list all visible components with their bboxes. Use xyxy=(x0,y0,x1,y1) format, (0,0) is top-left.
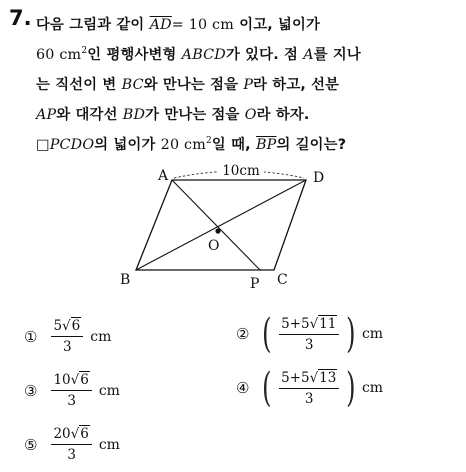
text: 가 만나는 점을 xyxy=(145,107,245,123)
numerator xyxy=(51,426,91,445)
option-mark: ③ xyxy=(24,381,38,400)
text: 를 지나 xyxy=(313,47,361,63)
sqrt-symbol: √ xyxy=(70,426,80,442)
denominator: 3 xyxy=(304,390,314,407)
option-1[interactable] xyxy=(24,318,111,355)
right-paren: ) xyxy=(346,311,356,357)
coefficient: 10 xyxy=(53,372,71,388)
text: 와 만나는 점을 xyxy=(143,77,244,93)
diagonal-bd-line xyxy=(136,180,306,270)
question-text xyxy=(36,10,460,160)
option-5[interactable] xyxy=(24,426,120,463)
point-o: O xyxy=(244,107,257,123)
coefficient: 20 xyxy=(53,426,71,442)
square-symbol: □ xyxy=(36,137,50,153)
right-paren: ) xyxy=(346,365,356,411)
denominator: 3 xyxy=(67,447,76,463)
radicand: 6 xyxy=(71,318,81,334)
label-p: P xyxy=(250,276,260,288)
question-line-1 xyxy=(36,10,460,40)
coefficient: 5+5 xyxy=(281,369,310,386)
question-line-2 xyxy=(36,40,460,70)
segment-ap-line xyxy=(172,180,260,270)
unit: cm xyxy=(361,380,384,396)
text: 라 하자. xyxy=(256,107,310,123)
quad-name: PCDO xyxy=(49,137,95,153)
text: 인 평행사변형 xyxy=(87,47,182,63)
exponent: 2 xyxy=(81,46,88,57)
sqrt-symbol: √ xyxy=(309,315,319,332)
option-mark: ④ xyxy=(236,379,250,397)
point-p: P xyxy=(243,77,254,93)
length-value: = 10 cm xyxy=(171,17,235,33)
question-line-4 xyxy=(36,100,460,130)
radicand: 13 xyxy=(319,369,337,386)
text: 의 넓이가 xyxy=(94,137,161,153)
numerator xyxy=(51,372,91,391)
denominator: 3 xyxy=(63,339,72,355)
text: 는 직선이 변 xyxy=(36,77,122,93)
sqrt-symbol: √ xyxy=(70,372,80,388)
text: 다음 그림과 같이 xyxy=(36,17,150,33)
coefficient: 5 xyxy=(53,318,63,334)
side-bc: BC xyxy=(121,77,144,93)
option-2[interactable] xyxy=(236,311,384,357)
denominator: 3 xyxy=(304,336,314,353)
unit: cm xyxy=(361,326,384,342)
fraction xyxy=(279,370,339,407)
segment-bp: $\overline{BP}$ xyxy=(255,137,277,153)
radicand: 11 xyxy=(319,315,337,332)
label-d: D xyxy=(313,170,325,186)
sqrt-symbol: √ xyxy=(309,369,319,386)
text: 라 하고, 선분 xyxy=(253,77,340,93)
option-mark: ① xyxy=(24,327,38,346)
left-paren: ( xyxy=(262,365,272,411)
exponent: 2 xyxy=(205,136,212,147)
label-a: A xyxy=(158,168,169,184)
fraction xyxy=(51,318,83,355)
label-c: C xyxy=(277,272,288,288)
text: 의 길이는? xyxy=(276,137,347,153)
numerator xyxy=(279,316,339,335)
dimension-label: 10cm xyxy=(222,163,260,179)
question-line-5 xyxy=(36,130,460,160)
segment-ap: AP xyxy=(36,107,57,123)
text: 일 때, xyxy=(211,137,256,153)
numerator xyxy=(279,370,339,389)
point-o-dot xyxy=(215,228,220,233)
denominator: 3 xyxy=(67,393,76,409)
label-b: B xyxy=(120,272,131,288)
shape-name: ABCD xyxy=(181,47,226,63)
question-number: 7. xyxy=(9,6,32,30)
radicand: 6 xyxy=(80,372,89,388)
segment-ad: $\overline{AD}$ xyxy=(149,17,172,33)
option-mark: ⑤ xyxy=(24,435,38,454)
point-a: A xyxy=(303,47,314,63)
fraction xyxy=(279,316,339,353)
option-3[interactable] xyxy=(24,372,120,409)
unit: cm xyxy=(98,382,120,399)
text: 이고, 넓이가 xyxy=(234,17,321,33)
radicand: 6 xyxy=(80,426,89,442)
diagonal-bd: BD xyxy=(122,107,146,123)
fraction xyxy=(51,372,91,409)
parallelogram-figure xyxy=(110,160,340,288)
numerator xyxy=(51,318,83,337)
option-4[interactable] xyxy=(236,365,384,411)
unit: cm xyxy=(98,436,120,453)
fraction xyxy=(51,426,91,463)
sqrt-symbol: √ xyxy=(62,318,71,334)
text: 가 있다. 점 xyxy=(225,47,304,63)
option-mark: ② xyxy=(236,325,250,343)
question-line-3 xyxy=(36,70,460,100)
left-paren: ( xyxy=(262,311,272,357)
area-value: 60 cm xyxy=(36,47,82,63)
area-value: 20 cm xyxy=(160,137,206,153)
text: 와 대각선 xyxy=(56,107,123,123)
coefficient: 5+5 xyxy=(281,315,310,332)
label-o: O xyxy=(208,238,220,254)
unit: cm xyxy=(90,328,112,345)
